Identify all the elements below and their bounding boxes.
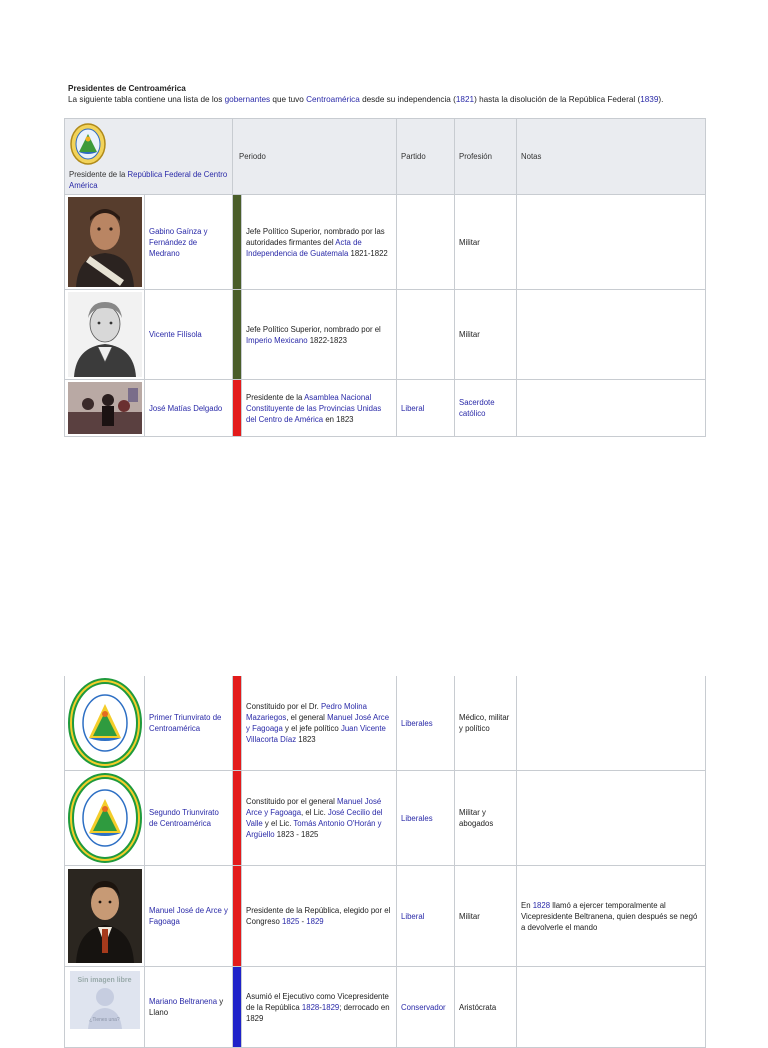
table-row	[65, 866, 706, 967]
periodo-text: Constituido por el general	[246, 797, 338, 806]
seal-republica-federal[interactable]	[65, 771, 145, 866]
profesion-cell: Médico, militar y político	[455, 676, 517, 771]
periodo-text-end: 1821-1822	[348, 248, 388, 258]
presidents-table-part1	[64, 118, 706, 437]
bar-swatch-blue	[233, 967, 241, 1047]
notas-cell	[517, 866, 706, 967]
table-header-row	[65, 119, 706, 195]
periodo-text: Asumió el Ejecutivo como Vicepresidente de la República	[246, 991, 389, 1012]
no-image-placeholder[interactable]	[65, 967, 145, 1048]
partido-cell	[397, 195, 455, 290]
periodo-text: Presidente de la República, elegido por el Congreso	[246, 906, 391, 926]
link-liberales[interactable]: Liberales	[401, 813, 433, 823]
periodo-text-end: en 1823	[323, 414, 354, 424]
link-1829[interactable]: 1829	[321, 1002, 340, 1012]
link-republica-federal[interactable]: República Federal de Centro América	[69, 170, 228, 190]
link-primer-triunvirato[interactable]: Primer Triunvirato de Centroamérica	[149, 713, 222, 733]
link-liberales[interactable]: Liberales	[401, 718, 433, 728]
periodo-text: Jefe Político Superior, nombrado por el	[246, 324, 381, 334]
periodo-cell	[242, 290, 397, 380]
intro-text-2: que tuvo	[270, 95, 307, 104]
partido-cell	[397, 290, 455, 380]
president-name	[145, 676, 233, 771]
partido-cell	[397, 380, 455, 437]
link-filisola[interactable]: Vicente Filísola	[149, 330, 202, 339]
partido-cell	[397, 866, 455, 967]
link-tomas-ohoran[interactable]: Tomás Antonio O'Horán y Argüello	[246, 819, 382, 839]
intro-text-1: La siguiente tabla contiene una lista de los	[68, 95, 225, 104]
president-name	[145, 771, 233, 866]
periodo-text: y el jefe político	[282, 724, 341, 733]
president-name	[145, 290, 233, 380]
name-suffix: y Llano	[149, 997, 224, 1017]
bar-swatch-red	[233, 866, 241, 966]
painting-delgado[interactable]	[65, 380, 145, 437]
president-name	[145, 380, 233, 437]
notas-cell	[517, 380, 706, 437]
link-1825[interactable]: 1825	[281, 917, 300, 926]
header-profesion: Profesión	[455, 119, 517, 195]
profesion-cell: Militar	[455, 866, 517, 967]
notas-cell	[517, 771, 706, 866]
party-color-bar	[233, 290, 242, 380]
header-presidente	[65, 119, 233, 195]
table-row	[65, 967, 706, 1048]
header-presidente-prefix: Presidente de la	[69, 170, 128, 179]
link-liberal[interactable]: Liberal	[401, 403, 425, 413]
link-manuel-jose-arce[interactable]: Manuel José Arce y Fagoaga	[246, 797, 382, 817]
periodo-text-end: ; derrocado en 1829	[246, 1002, 390, 1023]
periodo-cell	[242, 967, 397, 1048]
periodo-text: Jefe Político Superior, nombrado por las autoridades firmantes del	[246, 226, 385, 247]
periodo-text-end: 1823	[296, 735, 316, 744]
party-color-bar	[233, 967, 242, 1048]
periodo-text-end: 1823 - 1825	[274, 830, 319, 839]
link-delgado[interactable]: José Matías Delgado	[149, 403, 223, 413]
president-name	[145, 195, 233, 290]
link-asamblea-nacional[interactable]: Asamblea Nacional Constituyente de las Provincias Unidas del Centro de América	[246, 392, 382, 424]
intro-text-3: desde su independencia (	[359, 95, 456, 104]
table-row	[65, 380, 706, 437]
party-color-bar	[233, 771, 242, 866]
link-imperio-mexicano[interactable]: Imperio Mexicano	[246, 335, 308, 345]
link-1821[interactable]: 1821	[455, 95, 475, 104]
intro-text-5: ).	[658, 95, 664, 104]
president-name	[145, 967, 233, 1048]
link-gobernantes[interactable]: gobernantes	[224, 95, 271, 104]
link-jose-cecilio-valle[interactable]: José Cecilio del Valle	[246, 808, 383, 828]
party-color-bar	[233, 676, 242, 771]
link-mariano-beltranena[interactable]: Mariano Beltranena	[149, 997, 218, 1006]
link-1839[interactable]: 1839	[640, 95, 659, 104]
noimg-title: Sin imagen libre	[77, 977, 132, 984]
page-title: Presidentes de Centroamérica	[68, 84, 186, 93]
link-acta-independencia[interactable]: Acta de Independencia de Guatemala	[246, 237, 362, 258]
link-pedro-molina[interactable]: Pedro Molina Mazariegos	[246, 702, 367, 722]
table-row	[65, 290, 706, 380]
link-conservador[interactable]: Conservador	[401, 1002, 446, 1012]
periodo-text: y el Lic.	[262, 819, 294, 828]
header-partido: Partido	[397, 119, 455, 195]
seal-republica-federal[interactable]	[65, 676, 145, 771]
periodo-text: , el Lic.	[301, 808, 328, 817]
intro-text-4: ) hasta la disolución de la República Federal (	[474, 95, 641, 104]
portrait-gainza[interactable]	[65, 195, 145, 290]
header-periodo: Periodo	[233, 119, 397, 195]
periodo-text: Presidente de la	[246, 392, 305, 402]
profesion-cell	[455, 380, 517, 437]
bar-swatch-red	[233, 380, 241, 436]
notas-cell	[517, 195, 706, 290]
silhouette-icon	[70, 971, 140, 1029]
bar-swatch-red	[233, 676, 241, 770]
periodo-text: Constituido por el Dr.	[246, 702, 321, 711]
bar-swatch-green	[233, 290, 241, 379]
periodo-cell	[242, 676, 397, 771]
party-color-bar	[233, 380, 242, 437]
periodo-text: -	[319, 1002, 322, 1012]
periodo-cell	[242, 866, 397, 967]
periodo-text: -	[299, 917, 307, 926]
periodo-text-end: 1822-1823	[307, 335, 347, 345]
partido-cell	[397, 676, 455, 771]
link-segundo-triunvirato[interactable]: Segundo Triunvirato de Centroamérica	[149, 808, 219, 828]
noimg-question: ¿Tienes una?	[89, 1017, 120, 1023]
notas-cell	[517, 676, 706, 771]
party-color-bar	[233, 866, 242, 967]
profesion-cell: Militar	[455, 195, 517, 290]
link-manuel-jose-arce[interactable]: Manuel José de Arce y Fagoaga	[149, 906, 228, 926]
link-gainza[interactable]: Gabino Gaínza y Fernández de Medrano	[149, 226, 208, 258]
link-liberal[interactable]: Liberal	[401, 911, 425, 921]
periodo-cell	[242, 380, 397, 437]
link-1828[interactable]: 1828	[301, 1002, 320, 1012]
link-sacerdote[interactable]: Sacerdote católico	[459, 398, 495, 418]
presidents-table-part2	[64, 676, 706, 1048]
profesion-cell: Militar y abogados	[455, 771, 517, 866]
notas-text: En	[521, 900, 533, 910]
link-manuel-jose-arce[interactable]: Manuel José Arce y Fagoaga	[246, 713, 390, 733]
profesion-cell: Aristócrata	[455, 967, 517, 1048]
intro-paragraph	[68, 83, 708, 105]
notas-cell	[517, 290, 706, 380]
periodo-cell	[242, 771, 397, 866]
intro-text	[68, 94, 708, 105]
partido-cell	[397, 967, 455, 1048]
table-row	[65, 676, 706, 771]
periodo-text: , el general	[286, 713, 328, 722]
link-1828[interactable]: 1828	[532, 900, 551, 910]
notas-cell	[517, 967, 706, 1048]
president-name	[145, 866, 233, 967]
periodo-cell	[242, 195, 397, 290]
profesion-cell: Militar	[455, 290, 517, 380]
bar-swatch-green	[233, 195, 241, 289]
partido-cell	[397, 771, 455, 866]
table-row	[65, 195, 706, 290]
link-villacorta[interactable]: Juan Vicente Villacorta Díaz	[246, 724, 386, 744]
link-centroamerica[interactable]: Centroamérica	[306, 95, 360, 104]
notas-text-end: llamó a ejercer temporalmente al Vicepresidente Beltranena, quien después se negó a devolverle el mando	[521, 900, 698, 932]
party-color-bar	[233, 195, 242, 290]
table-row	[65, 771, 706, 866]
bar-swatch-red	[233, 771, 241, 865]
portrait-filisola[interactable]	[65, 290, 145, 380]
portrait-arce[interactable]	[65, 866, 145, 967]
link-1829[interactable]: 1829	[306, 917, 324, 926]
coat-of-arms-icon	[69, 122, 228, 166]
header-notas: Notas	[517, 119, 706, 195]
